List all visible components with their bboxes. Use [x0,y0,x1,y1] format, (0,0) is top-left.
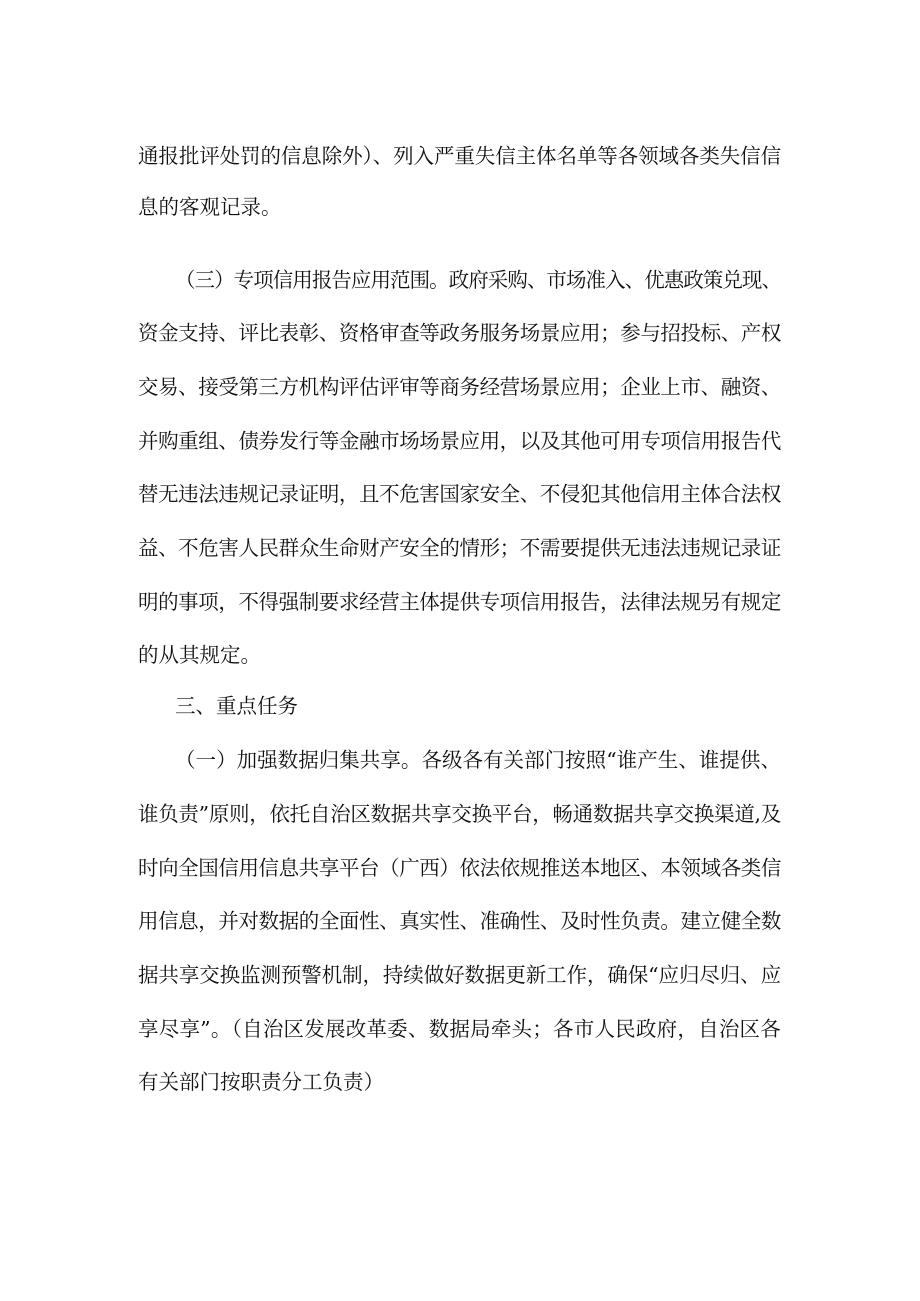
text-line-content: 息的客观记录。 [138,195,282,219]
text-line [0,313,920,353]
text-line-content: 时向全国信用信息共享平台（广西）依法依规推送本地区、本领域各类信 [138,856,781,880]
text-line [0,260,920,300]
text-line-content: 享尽享”。（自治区发展改革委、数据局牵头；各市人民政府，自治区各 [138,1017,781,1041]
text-line [0,474,920,514]
text-line-content: 交易、接受第三方机构评估评审等商务经营场景应用；企业上市、融资、 [138,375,781,399]
text-line-content: 通报批评处罚的信息除外）、列入严重失信主体名单等各领域各类失信信 [138,144,781,168]
text-line-content: 资金支持、评比表彰、资格审查等政务服务场景应用；参与招投标、产权 [138,321,781,345]
text-line-content: 的从其规定。 [138,643,261,667]
text-line-content: 明的事项，不得强制要求经营主体提供专项信用报告，法律法规另有规定 [138,590,781,614]
section-heading [0,686,920,726]
text-line-content: 替无违法违规记录证明，且不危害国家安全、不侵犯其他信用主体合法权 [138,482,781,506]
text-line-content: （一）加强数据归集共享。各级各有关部门按照“谁产生、谁提供、 [175,748,781,772]
text-line [0,901,920,941]
text-line [0,528,920,568]
text-line [0,1062,920,1102]
text-line-content: 用信息，并对数据的全面性、真实性、准确性、及时性负责。建立健全数 [138,909,781,933]
text-line [0,187,920,227]
text-line [0,848,920,888]
text-line [0,955,920,995]
text-line-content: 并购重组、债券发行等金融市场场景应用，以及其他可用专项信用报告代 [138,429,781,453]
text-line-content: 谁负责”原则，依托自治区数据共享交换平台，畅通数据共享交换渠道,及 [138,802,781,826]
text-line-content: （三）专项信用报告应用范围。政府采购、市场准入、优惠政策兑现、 [175,268,781,292]
text-line-content: 据共享交换监测预警机制，持续做好数据更新工作，确保“应归尽归、应 [138,963,781,987]
text-line [0,635,920,675]
text-line [0,582,920,622]
section-heading-text: 三、重点任务 [175,694,298,718]
text-line [0,794,920,834]
text-line [0,136,920,176]
text-line-content: 有关部门按职责分工负责） [138,1070,384,1094]
text-line [0,367,920,407]
text-line [0,740,920,780]
text-line-content: 益、不危害人民群众生命财产安全的情形；不需要提供无违法违规记录证 [138,536,781,560]
text-line [0,1009,920,1049]
text-line [0,421,920,461]
